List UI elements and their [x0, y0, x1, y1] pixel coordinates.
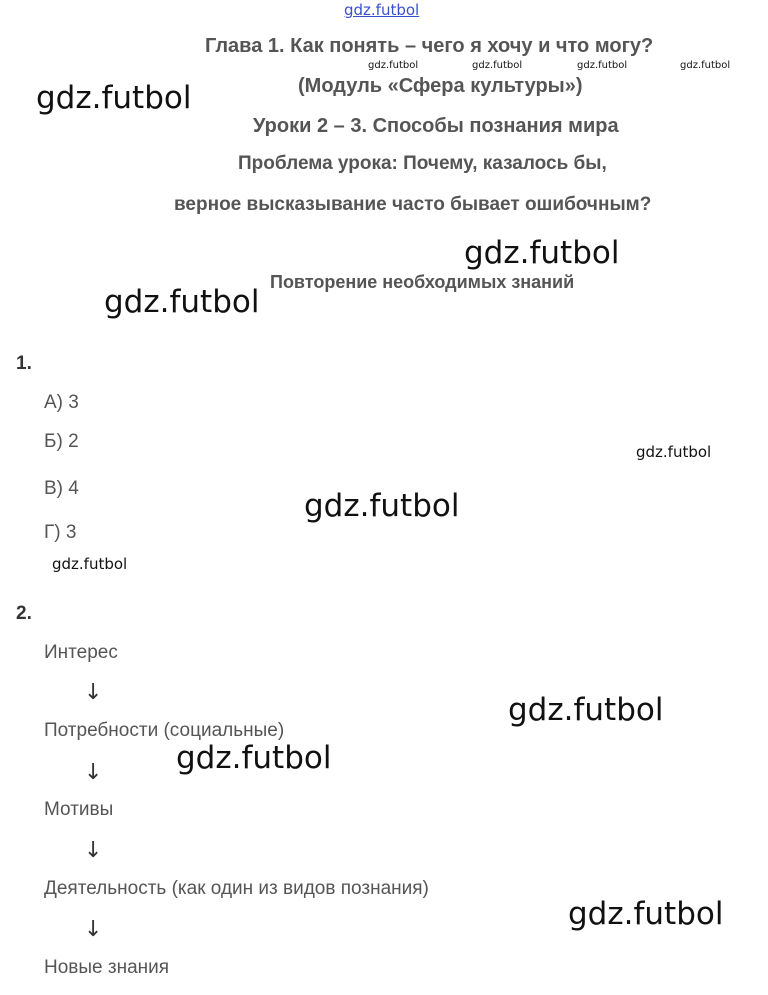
- section-title: Повторение необходимых знаний: [270, 272, 575, 292]
- chain-item-interest: Интерес: [44, 642, 118, 663]
- arrow-down-icon: ↓: [84, 680, 103, 705]
- task-1-answer-a: А) 3: [44, 392, 79, 413]
- arrow-down-icon: ↓: [84, 838, 103, 863]
- watermark-big-5: gdz.futbol: [508, 692, 664, 728]
- watermark-big-6: gdz.futbol: [176, 740, 332, 776]
- watermark-small-1: gdz.futbol: [368, 60, 419, 71]
- chain-item-new-knowledge: Новые знания: [44, 957, 170, 978]
- task-1-answer-c: В) 4: [44, 478, 79, 499]
- chain-item-motives: Мотивы: [44, 799, 114, 820]
- task-1-answer-b: Б) 2: [44, 431, 79, 452]
- watermark-top: gdz.futbol: [344, 1, 420, 19]
- lesson-problem-line2: верное высказывание часто бывает ошибочным?: [174, 194, 652, 215]
- chain-item-activity: Деятельность (как один из видов познания): [44, 878, 429, 899]
- chain-item-needs: Потребности (социальные): [44, 720, 285, 741]
- lesson-problem-line1: Проблема урока: Почему, казалось бы,: [238, 153, 607, 174]
- module-title: (Модуль «Сфера культуры»): [298, 75, 583, 97]
- watermark-small-2: gdz.futbol: [472, 60, 523, 71]
- lessons-title: Уроки 2 – 3. Способы познания мира: [253, 115, 619, 137]
- watermark-small-4: gdz.futbol: [680, 60, 731, 71]
- watermark-small-3: gdz.futbol: [577, 60, 628, 71]
- task-1-answer-d: Г) 3: [44, 522, 77, 543]
- watermark-big-2: gdz.futbol: [464, 235, 620, 271]
- task-2-number: 2.: [16, 603, 32, 624]
- arrow-down-icon: ↓: [84, 917, 103, 942]
- watermark-big-3: gdz.futbol: [104, 284, 260, 320]
- watermark-big-1: gdz.futbol: [36, 80, 192, 116]
- watermark-big-4: gdz.futbol: [304, 488, 460, 524]
- watermark-big-7: gdz.futbol: [568, 896, 724, 932]
- watermark-mid-1: gdz.futbol: [636, 443, 712, 461]
- watermark-mid-2: gdz.futbol: [52, 555, 128, 573]
- arrow-down-icon: ↓: [84, 760, 103, 785]
- task-1-number: 1.: [16, 353, 32, 374]
- chapter-title: Глава 1. Как понять – чего я хочу и что могу?: [205, 35, 654, 57]
